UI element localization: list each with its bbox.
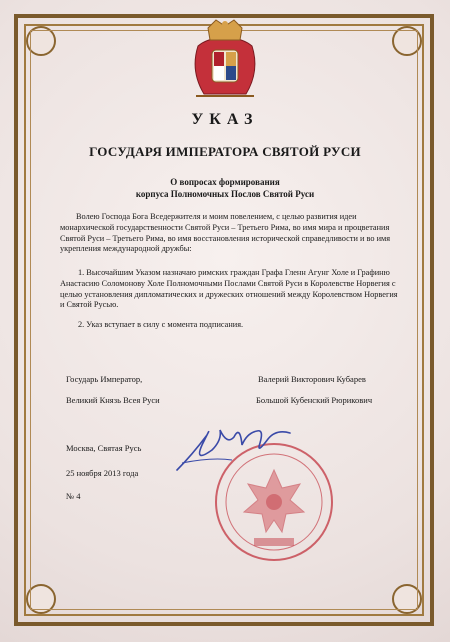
- handwritten-signature: [172, 415, 297, 485]
- corner-ornament: [392, 584, 422, 614]
- signatory-name: Большой Кубенский Рюрикович: [256, 395, 373, 405]
- coat-of-arms-emblem: [190, 16, 260, 100]
- decree-subtitle: [0, 176, 450, 200]
- corner-ornament: [26, 584, 56, 614]
- subtitle-line: корпуса Полномочных Послов Святой Руси: [135, 189, 315, 199]
- place-line: Москва, Святая Русь: [66, 443, 142, 453]
- signatory-name: Валерий Викторович Кубарев: [258, 374, 366, 384]
- decree-heading: УКАЗ: [191, 111, 259, 128]
- clause-paragraph: 1. Высочайшим Указом назначаю римских граждан Графа Гленн Агунг Холе и Графиню Анастасию Соломонову Холе Полномочными Послами Святой Руси в Королевстве Норвегия с целью установления дипломатических и дружеских отношений между Королевством Норвегия и Святой Русью.: [60, 268, 398, 310]
- corner-ornament: [26, 26, 56, 56]
- corner-ornament: [392, 26, 422, 56]
- decree-number: № 4: [66, 491, 81, 501]
- subtitle-line: О вопросах формирования: [170, 177, 280, 187]
- signatory-title: Великий Князь Всея Руси: [66, 395, 160, 405]
- date-line: 25 ноября 2013 года: [66, 468, 139, 478]
- signatory-title: Государь Император,: [66, 374, 143, 384]
- decree-title: ГОСУДАРЯ ИМПЕРАТОРА СВЯТОЙ РУСИ: [89, 144, 361, 159]
- preamble-paragraph: Волею Господа Бога Вседержителя и моим повелением, с целью развития идеи монархической государственности Святой Руси – Третьего Рима, во имя мира и процветания Святой Руси – Третьего Рима, во имя восстановления исторической справедливости и во имя укрепления международной дружбы:: [60, 212, 391, 254]
- clause-paragraph: 2. Указ вступает в силу с момента подписания.: [78, 320, 244, 329]
